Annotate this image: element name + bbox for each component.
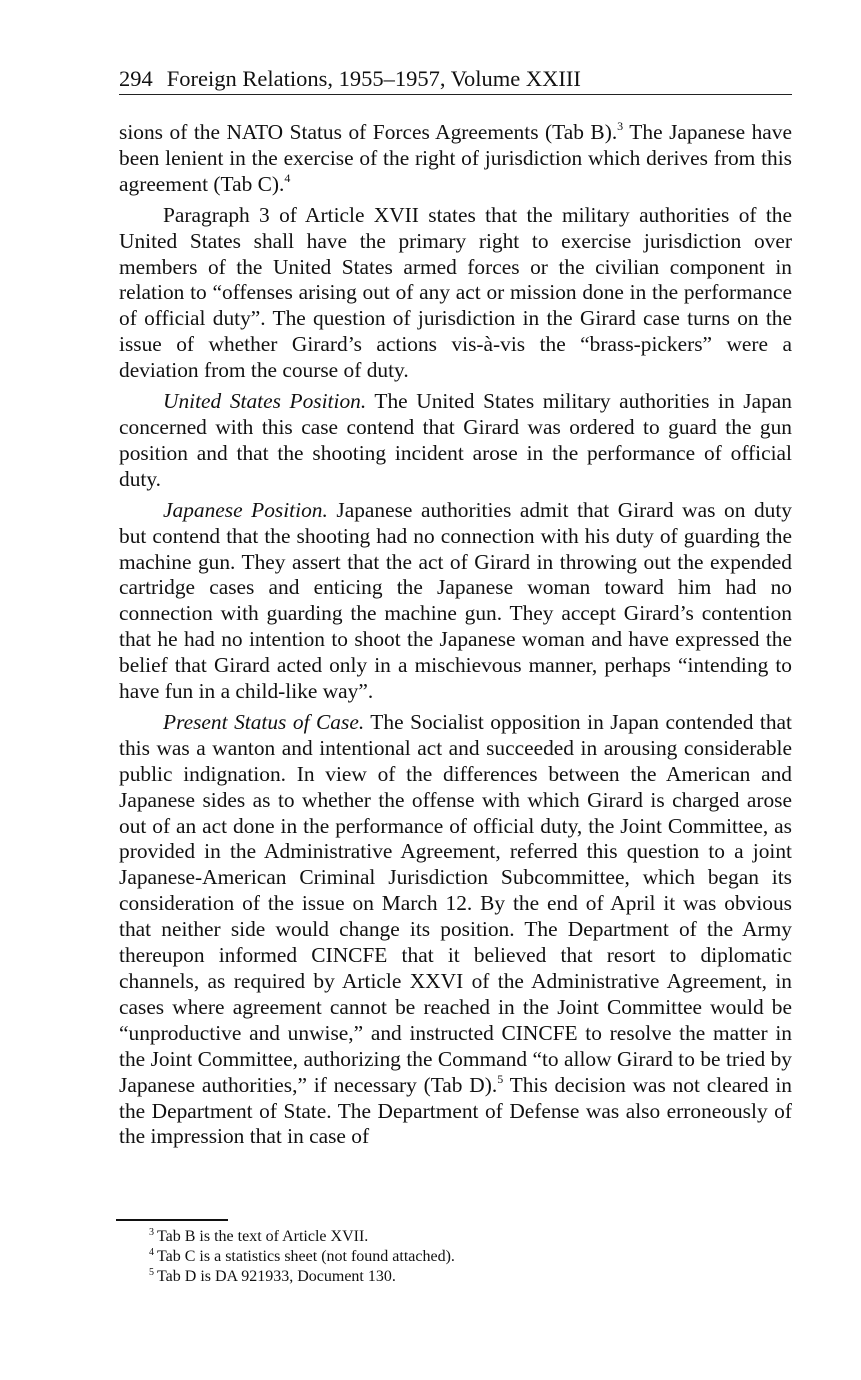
footnote-ref: 3 — [617, 119, 624, 133]
paragraph-text: The Socialist opposition in Japan contended that this was a wanton and intentional act and succeeded in arousing considerable public indignation. In view of the differences between the American and Japanese sides as to whether the offense with which Girard is charged arose out of an act done in the performance of official duty, the Joint Committee, as provided in the Administrative Agreement, referred this question to a joint Japanese-American Criminal Jurisdiction Subcommittee, which began its consideration of the issue on March 12. By the end of April it was obvious that neither side would change its position. The Department of the Army thereupon informed CINCFE that it believed that resort to diplomatic channels, as required by Article XXVI of the Administrative Agreement, in cases where agreement cannot be reached in the Joint Committee would be “unproductive and unwise,” and instructed CINCFE to resolve the matter in the Joint Committee, authorizing the Command “to allow Girard to be tried by Japanese authorities,” if necessary (Tab D). — [119, 709, 792, 1097]
footnote-ref: 4 — [284, 170, 291, 185]
paragraph-p3 — [119, 389, 792, 493]
paragraph-text: The Japanese have been lenient in the exercise of the right of jurisdiction which derives from this agreement (Tab C). — [119, 120, 792, 196]
footnote-number: 5 — [149, 1267, 154, 1278]
paragraph-text: This decision was not cleared in the Department of State. The Department of Defense was also erroneously of the impression that in case of — [119, 1072, 792, 1149]
page-number: 294 — [119, 66, 153, 91]
paragraph-text: sions of the NATO Status of Forces Agreements (Tab B). — [119, 120, 618, 144]
paragraph-p5 — [119, 710, 792, 1150]
body-text — [119, 120, 792, 1155]
footnote-text: Tab C is a statistics sheet (not found attached). — [157, 1248, 455, 1265]
footnote-divider — [116, 1219, 228, 1221]
paragraph-p4 — [119, 498, 792, 705]
paragraph-heading: Present Status of Case. — [163, 709, 365, 734]
paragraph-heading: United States Position. — [163, 389, 367, 414]
footnote-5 — [149, 1267, 789, 1287]
footnote-ref: 5 — [497, 1071, 504, 1086]
footnote-number: 3 — [149, 1227, 154, 1238]
footnotes — [149, 1227, 789, 1287]
footnote-3 — [149, 1227, 789, 1247]
paragraph-heading: Japanese Position. — [163, 497, 328, 522]
footnote-number: 4 — [149, 1247, 154, 1258]
footnote-4 — [149, 1247, 789, 1267]
paragraph-p2 — [119, 203, 792, 384]
footnote-text: Tab D is DA 921933, Document 130. — [157, 1268, 396, 1285]
running-title: Foreign Relations, 1955–1957, Volume XXIII — [166, 66, 581, 91]
paragraph-text: The United States military authorities in Japan concerned with this case contend that Girard was ordered to guard the gun position and that the shooting incident arose in the performance of official duty. — [119, 389, 792, 491]
footnote-text: Tab B is the text of Article XVII. — [157, 1228, 369, 1245]
running-header — [119, 64, 792, 95]
paragraph-p1 — [119, 120, 792, 198]
paragraph-text: Japanese authorities admit that Girard was on duty but contend that the shooting had no connection with his duty of guarding the machine gun. They assert that the act of Girard in throwing out the expended cartridge cases and enticing the Japanese woman toward him had no connection with guarding the machine gun. They accept Girard’s contention that he had no intention to shoot the Japanese woman and have expressed the belief that Girard acted only in a mischievous manner, perhaps “intending to have fun in a child-like way”. — [119, 497, 792, 704]
paragraph-text: Paragraph 3 of Article XVII states that the military authorities of the United States shall have the primary right to exercise jurisdiction over members of the United States armed forces or the civilian component in relation to “offenses arising out of any act or mission done in the performance of official duty”. The question of jurisdiction in the Girard case turns on the issue of whether Girard’s actions vis-à-vis the “brass-pickers” were a deviation from the course of duty. — [119, 202, 792, 383]
